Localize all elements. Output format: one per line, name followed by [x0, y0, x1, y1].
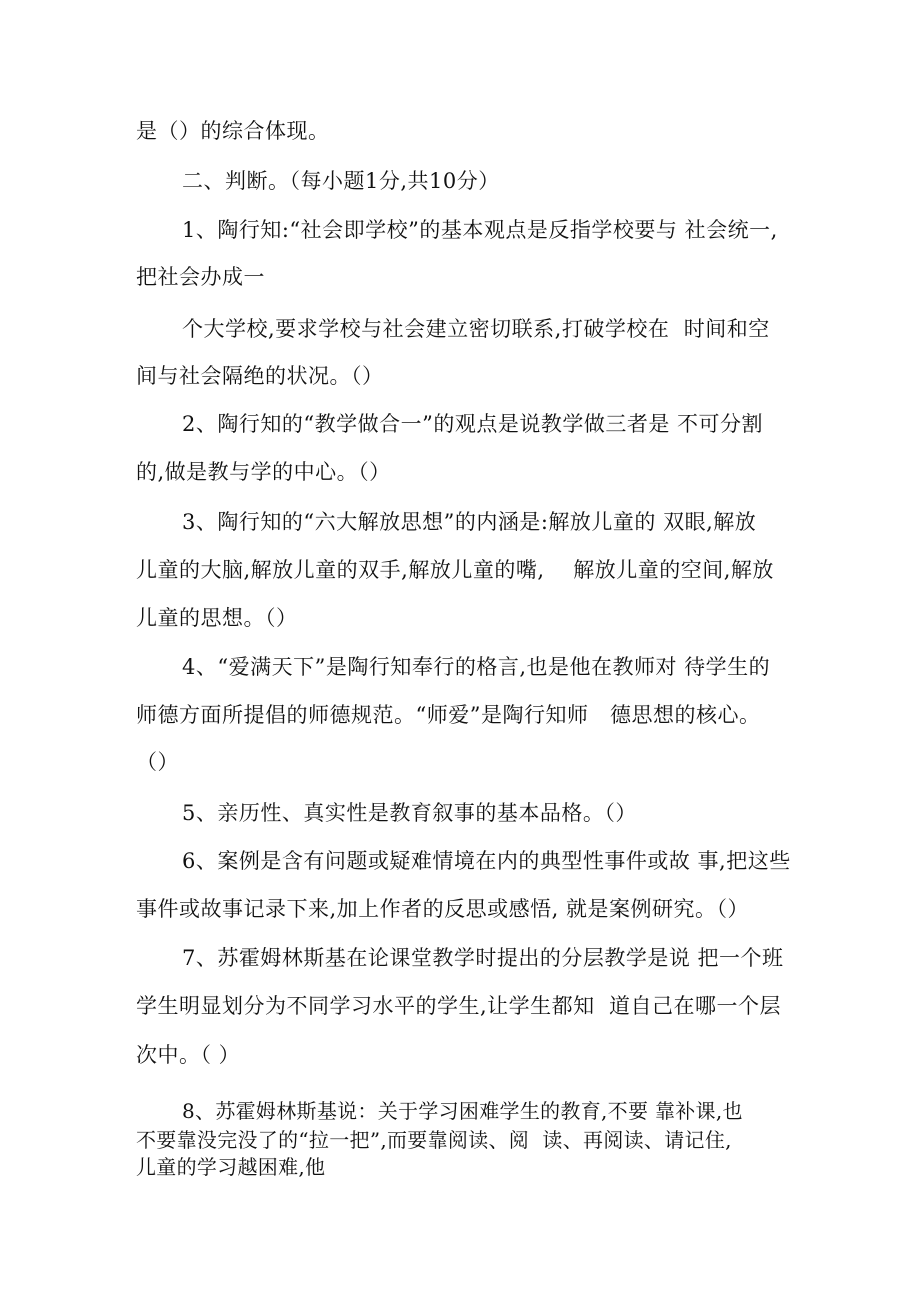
question-7-line-1: 7、苏霍姆林斯基在论课堂教学时提出的分层教学是说 把一个班 — [182, 946, 784, 970]
section-heading: 二、判断。（每小题1分,共10分） — [182, 169, 500, 193]
question-1-line-3: 个大学校,要求学校与社会建立密切联系,打破学校在 时间和空 — [182, 317, 770, 341]
question-4-line-2: 师德方面所提倡的师德规范。“师爱”是陶行知师 德思想的核心。 — [136, 703, 761, 727]
question-7-line-2: 学生明显划分为不同学习水平的学生,让学生都知 道自己在哪一个层 — [136, 994, 782, 1018]
question-3-line-2: 儿童的大脑,解放儿童的双手,解放儿童的嘴, 解放儿童的空间,解放 — [136, 558, 774, 582]
question-6-line-1: 6、案例是含有问题或疑难情境在内的典型性事件或故 事,把这些 — [182, 849, 791, 873]
question-1-line-4: 间与社会隔绝的状况。（） — [136, 364, 384, 388]
question-2-line-2: 的,做是教与学的中心。（） — [136, 460, 391, 484]
question-4-line-3: （） — [136, 750, 179, 774]
intro-tail-text: 是（）的综合体现。 — [136, 119, 330, 143]
question-7-line-3: 次中。（ ） — [136, 1043, 241, 1067]
question-8-line-3: 儿童的学习越困难,他 — [136, 1155, 326, 1179]
question-6-line-2: 事件或故事记录下来,加上作者的反思或感悟, 就是案例研究。（） — [136, 897, 750, 921]
question-8-line-2: 不要靠没完没了的“拉一把”,而要靠阅读、阅 读、再阅读、请记住, — [136, 1128, 732, 1152]
question-5-line-1: 5、亲历性、真实性是教育叙事的基本品格。（） — [182, 801, 637, 825]
question-3-line-1: 3、陶行知的“六大解放思想”的内涵是:解放儿童的 双眼,解放 — [182, 510, 757, 534]
question-8-line-1: 8、苏霍姆林斯基说：关于学习困难学生的教育,不要 靠补课,也 — [182, 1099, 743, 1123]
question-3-line-3: 儿童的思想。（） — [136, 606, 298, 630]
question-1-line-2: 把社会办成一 — [136, 265, 265, 289]
question-2-line-1: 2、陶行知的“教学做合一”的观点是说教学做三者是 不可分割 — [182, 412, 764, 436]
question-4-line-1: 4、“爱满天下”是陶行知奉行的格言,也是他在教师对 待学生的 — [182, 655, 771, 679]
question-1-line-1: 1、陶行知:“社会即学校”的基本观点是反指学校要与 社会统一, — [182, 218, 778, 242]
